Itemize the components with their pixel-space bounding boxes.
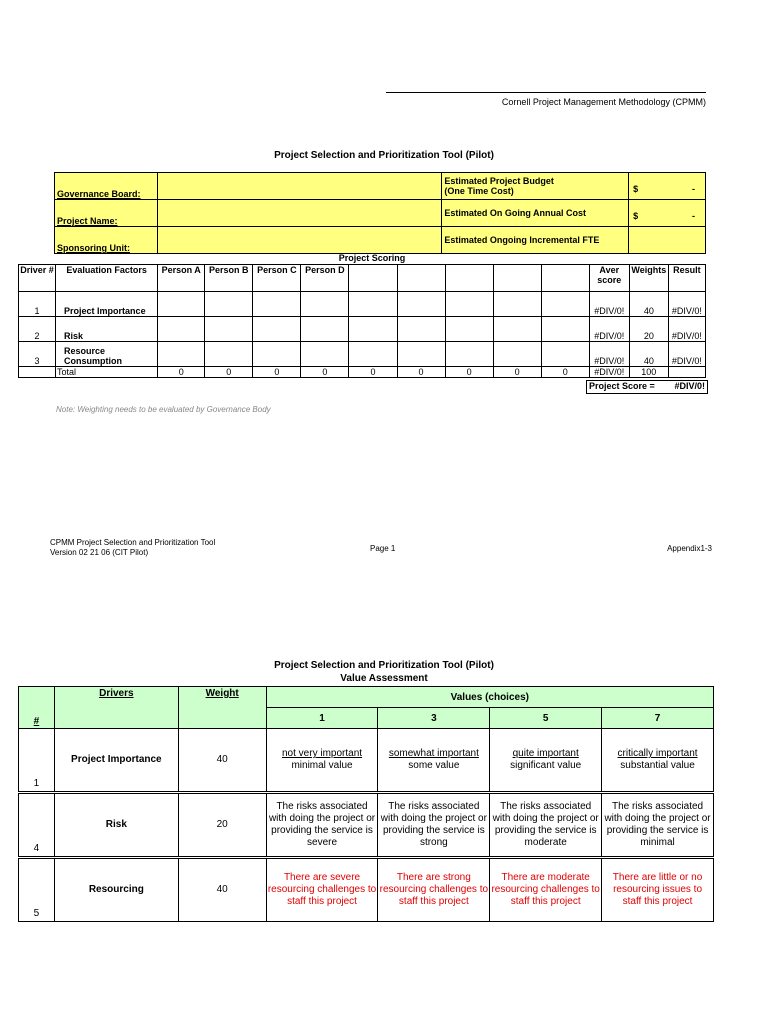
result-header: Result [668, 265, 705, 292]
value-assessment-table [18, 686, 714, 922]
sponsoring-unit-label: Sponsoring Unit: [55, 227, 158, 254]
sponsoring-unit-field[interactable] [157, 227, 441, 254]
scoring-header-row [19, 265, 706, 292]
value-7-header: 7 [602, 708, 714, 729]
project-name-field[interactable] [157, 200, 441, 227]
footer-appendix: Appendix1-3 [667, 544, 712, 553]
score-cell[interactable] [301, 317, 349, 342]
num-header: # [19, 687, 55, 729]
value-1-header: 1 [266, 708, 378, 729]
scoring-table [18, 264, 706, 378]
value-assessment-title: Project Selection and Prioritization Tool (Pilot) Value Assessment [274, 660, 494, 684]
budget-label: Estimated Project Budget (One Time Cost) [442, 173, 629, 200]
fte-value[interactable] [629, 227, 706, 254]
budget-value[interactable]: $ - [629, 173, 706, 200]
score-cell[interactable] [253, 342, 301, 367]
project-name-label: Project Name: [55, 200, 158, 227]
value-3-header: 3 [378, 708, 490, 729]
person-d-header: Person D [301, 265, 349, 292]
score-cell[interactable] [253, 317, 301, 342]
table-row: 4 Risk 20 The risks associated with doing the project or providing the service is severe The risks associated with doing the project or providing the service is strong The risks associated with doing the project or providing the service is moderate The risks associated with doing the project or providing the service is minimal [19, 793, 714, 858]
values-header: Values (choices) [266, 687, 713, 708]
project-scoring-caption: Project Scoring [338, 253, 406, 263]
aver-score-header: Aver score [589, 265, 629, 292]
annual-cost-label: Estimated On Going Annual Cost [442, 200, 629, 227]
person-a-header: Person A [158, 265, 205, 292]
weighting-note: Note: Weighting needs to be evaluated by Governance Body [56, 405, 271, 414]
table-row: 1 Project Importance 40 not very important minimal value somewhat important some value quite important significant value critically important substantial value [19, 729, 714, 793]
table-row: 1 Project Importance #DIV/0! 40 #DIV/0! [19, 292, 706, 317]
value-5-header: 5 [490, 708, 602, 729]
table-row: 2 Risk #DIV/0! 20 #DIV/0! [19, 317, 706, 342]
driver-header: Driver # [19, 265, 56, 292]
drivers-header: Drivers [54, 687, 178, 729]
score-cell[interactable] [158, 317, 205, 342]
footer-left: CPMM Project Selection and Prioritization Tool Version 02 21 06 (CIT Pilot) [50, 538, 216, 557]
governance-board-field[interactable] [157, 173, 441, 200]
score-cell[interactable] [205, 292, 253, 317]
person-b-header: Person B [205, 265, 253, 292]
annual-cost-value[interactable]: $ - [629, 200, 706, 227]
score-cell[interactable] [158, 292, 205, 317]
score-cell[interactable] [301, 342, 349, 367]
page-title: Project Selection and Prioritization Tool (Pilot) [274, 150, 494, 161]
score-cell[interactable] [205, 342, 253, 367]
score-cell[interactable] [205, 317, 253, 342]
weight-header: Weight [178, 687, 266, 729]
person-c-header: Person C [253, 265, 301, 292]
header-rule [386, 92, 706, 93]
factors-header: Evaluation Factors [56, 265, 158, 292]
footer-page: Page 1 [370, 544, 396, 553]
score-cell[interactable] [301, 292, 349, 317]
governance-board-label: Governance Board: [55, 173, 158, 200]
fte-label: Estimated Ongoing Incremental FTE [442, 227, 629, 254]
total-row: Total 0 0 0 0 0 0 0 0 0 #DIV/0! 100 [19, 367, 706, 378]
table-row: 5 Resourcing 40 There are severe resourcing challenges to staff this project There are strong resourcing challenges to staff this project There are moderate resourcing challenges to staff this project There are little or no resourcing issues to staff this project [19, 858, 714, 922]
project-score-value: #DIV/0! [674, 381, 705, 391]
weights-header: Weights [629, 265, 668, 292]
project-score-label: Project Score = [589, 381, 655, 391]
score-cell[interactable] [158, 342, 205, 367]
project-info-box [54, 172, 706, 254]
table-row: 3 Resource Consumption #DIV/0! 40 #DIV/0! [19, 342, 706, 367]
score-cell[interactable] [253, 292, 301, 317]
methodology-label: Cornell Project Management Methodology (CPMM) [501, 97, 706, 107]
project-score-box [586, 380, 708, 394]
